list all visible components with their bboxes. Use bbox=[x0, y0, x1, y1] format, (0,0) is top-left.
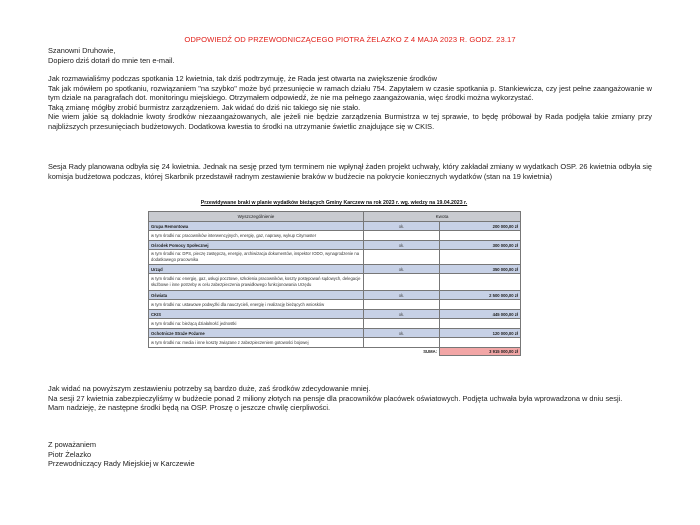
paragraph: Mam nadzieję, że następne środki będą na OSP. Proszę o jeszcze chwilę cierpliwości. bbox=[48, 403, 331, 413]
table-row-sum bbox=[149, 348, 521, 356]
approx-label: ok. bbox=[364, 265, 440, 274]
category-description: w tym środki na: energię, gaz, usługi pocztowe, szkolenia pracowników, koszty postępowań sądowych, delegacje służbowe i inne potrzeby w celu zabezpieczenia prawidłowego funkcjonowania Urzędu bbox=[149, 274, 364, 291]
paragraphs-block-3 bbox=[48, 384, 652, 413]
table-row-category bbox=[149, 291, 521, 300]
approx-label: ok. bbox=[364, 291, 440, 300]
column-header-description: Wyszczególnienie bbox=[149, 212, 364, 222]
empty-cell bbox=[440, 274, 521, 291]
empty-cell bbox=[364, 250, 440, 265]
empty-cell bbox=[364, 300, 440, 310]
closing: Z poważaniem bbox=[48, 440, 97, 449]
intro-line: Dopiero dziś dotarł do mnie ten e-mail. bbox=[48, 55, 175, 65]
category-amount: 120 000,00 zł bbox=[440, 329, 521, 338]
salutation: Szanowni Druhowie, bbox=[48, 46, 116, 55]
category-amount: 200 000,00 zł bbox=[440, 222, 521, 231]
category-name: Urząd bbox=[149, 265, 364, 274]
paragraph-block-2 bbox=[48, 162, 652, 181]
table-row-description bbox=[149, 231, 521, 241]
empty-cell bbox=[440, 250, 521, 265]
greeting-block bbox=[48, 46, 652, 65]
column-header-amount: Kwota bbox=[364, 212, 521, 222]
category-amount: 350 000,00 zł bbox=[440, 265, 521, 274]
signer-role: Przewodniczący Rady Miejskiej w Karczewie bbox=[48, 459, 195, 469]
table-row-description bbox=[149, 274, 521, 291]
approx-label: ok. bbox=[364, 222, 440, 231]
empty-cell bbox=[440, 338, 521, 348]
empty-cell bbox=[440, 319, 521, 329]
empty-cell bbox=[440, 300, 521, 310]
table-row-category bbox=[149, 222, 521, 231]
empty-cell bbox=[364, 231, 440, 241]
category-description: w tym środki na: bieżącą działalność jednostki bbox=[149, 319, 364, 329]
empty-cell bbox=[364, 338, 440, 348]
approx-label: ok. bbox=[364, 329, 440, 338]
category-description: w tym środki na: media i inne koszty związane z zabezpieczeniem gotowości bojowej bbox=[149, 338, 364, 348]
table-row-description bbox=[149, 319, 521, 329]
category-name: Oświata bbox=[149, 291, 364, 300]
table-row-description bbox=[149, 250, 521, 265]
sum-value: 3 915 000,00 zł bbox=[440, 348, 521, 356]
approx-label: ok. bbox=[364, 310, 440, 319]
empty-cell bbox=[440, 231, 521, 241]
paragraph: Taką zmianę mógłby zrobić burmistrz zarządzeniem. Jak widać do dziś nic takiego się nie stało. bbox=[48, 102, 361, 112]
paragraphs-block-1 bbox=[48, 74, 652, 132]
category-description: w tym środki na: ustawowe podwyżki dla nauczycieli, energię i realizację bieżących wniosków bbox=[149, 300, 364, 310]
paragraph: Na sesji 27 kwietnia zabezpieczyliśmy w budżecie ponad 2 miliony złotych na pensje dla pracowników placówek oświatowych. Podjęta uchwała była wprowadzona w dniu sesji. bbox=[48, 393, 623, 403]
signature-block bbox=[48, 440, 652, 469]
table-row-category bbox=[149, 310, 521, 319]
paragraph: Jak widać na powyższym zestawieniu potrzeby są bardzo duże, zaś środków zdecydowanie mniej. bbox=[48, 384, 371, 393]
paragraph: Jak rozmawialiśmy podczas spotkania 12 kwietnia, tak dziś podtrzymuję, że Rada jest otwarta na zwiększenie środków bbox=[48, 74, 438, 83]
signer-name: Piotr Żelazko bbox=[48, 449, 92, 459]
table-row-category bbox=[149, 329, 521, 338]
empty-cell bbox=[149, 348, 364, 356]
table-row-description bbox=[149, 338, 521, 348]
category-name: CKIS bbox=[149, 310, 364, 319]
paragraph: Tak jak mówiłem po spotkaniu, rozwiązaniem "na szybko" może być przesunięcie w ramach działu 754. Zapytałem w czasie spotkania p. Stankiewicza, czy jest pełne zaangażowanie w tym dziale na paragrafach dot. monitoringu miejskiego. Otrzymałem odpowiedź, że nie ma pełnego zaangażowania, więc środki można wykorzystać. bbox=[48, 83, 652, 103]
empty-cell bbox=[364, 319, 440, 329]
category-amount: 2 500 000,00 zł bbox=[440, 291, 521, 300]
budget-table-section bbox=[148, 200, 520, 356]
category-name: Ośrodek Pomocy Społecznej bbox=[149, 241, 364, 250]
category-name: Grupa Remontowa bbox=[149, 222, 364, 231]
category-amount: 300 000,00 zł bbox=[440, 241, 521, 250]
category-description: w tym środki na: DPS, pieczę zastępczą, energię, archiwizacja dokumentów, inspektor IODO, wynagrodzenie na dodatkowego pracownika bbox=[149, 250, 364, 265]
category-name: Ochotnicze Straże Pożarne bbox=[149, 329, 364, 338]
category-amount: 445 000,00 zł bbox=[440, 310, 521, 319]
table-title: Przewidywane braki w planie wydatków bieżących Gminy Karczew na rok 2023 r. wg. wiedzy na 19.04.2023 r. bbox=[200, 200, 468, 206]
paragraph: Sesja Rady planowana odbyła się 24 kwietnia. Jednak na sesję przed tym terminem nie wpłynął żaden projekt uchwały, który zakładał zmiany w wydatkach OSP. 26 kwietnia odbyła się komisja budżetowa podczas, której Skarbnik przedstawił radnym zestawienie braków w budżecie na pokrycie koniecznych wydatków (stan na 19 kwietnia) bbox=[48, 162, 652, 181]
sum-label: SUMA: bbox=[423, 349, 437, 355]
table-row-category bbox=[149, 241, 521, 250]
category-description: w tym środki na: pracowników interwencyjnych, energię, gaz, naprawy, wykup Citymaster bbox=[149, 231, 364, 241]
table-row-description bbox=[149, 300, 521, 310]
empty-cell bbox=[364, 274, 440, 291]
approx-label: ok. bbox=[364, 241, 440, 250]
budget-table bbox=[148, 211, 521, 356]
document-title: ODPOWIEDŹ OD PRZEWODNICZĄCEGO PIOTRA ŻELAZKO Z 4 MAJA 2023 R. GODZ. 23.17 bbox=[184, 35, 516, 44]
paragraph: Nie wiem jakie są dokładnie kwoty środków niezaangażowanych, ale jeżeli nie będzie zarządzenia Burmistrza w tej sprawie, to będę próbował by Rada podjęła takie zmiany przy najbliższych przesunięciach budżetowych. Dodatkowa kwestia to środki na utrzymanie świetlic znajdujące się w CKIS. bbox=[48, 112, 652, 131]
table-row-category bbox=[149, 265, 521, 274]
